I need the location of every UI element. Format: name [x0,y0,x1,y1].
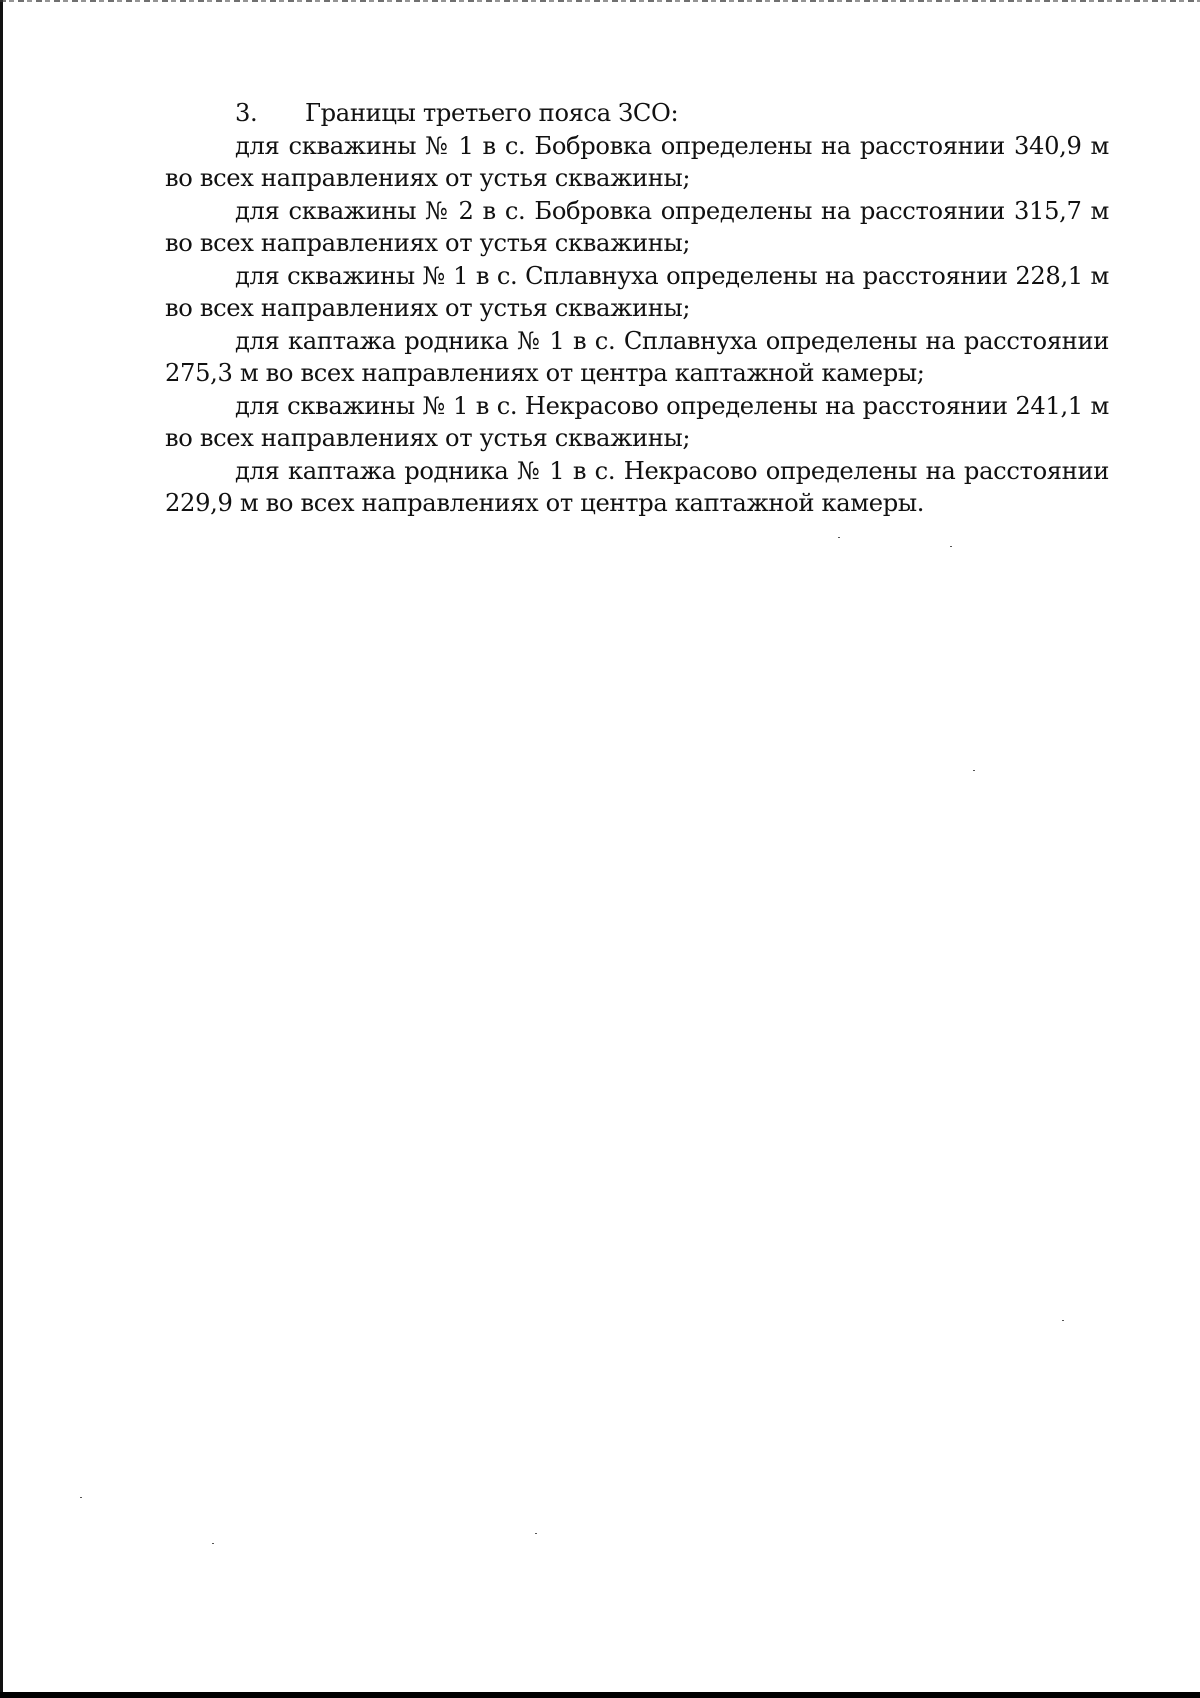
scan-speck [535,1533,537,1534]
section-number: 3. [235,99,258,127]
paragraph-splavnukha-well-1: для скважины № 1 в с. Сплавнуха определены на расстоянии 228,1 м во всех направлениях от устья скважины; [165,261,1109,322]
paragraph-nekrasovo-well-1: для скважины № 1 в с. Некрасово определены на расстоянии 241,1 м во всех направлениях от устья скважины; [165,391,1109,452]
scan-speck [838,537,840,538]
scan-top-edge [0,0,1200,2]
paragraph-bobrovka-well-1: для скважины № 1 в с. Бобровка определены на расстоянии 340,9 м во всех направлениях от устья скважины; [165,131,1109,192]
paragraph-bobrovka-well-2: для скважины № 2 в с. Бобровка определены на расстоянии 315,7 м во всех направлениях от устья скважины; [165,196,1109,257]
scan-speck [950,546,952,547]
scan-speck [212,1543,214,1544]
scan-speck [80,1497,82,1498]
paragraph-nekrasovo-spring-1: для каптажа родника № 1 в с. Некрасово определены на расстоянии 229,9 м во всех направлениях от центра каптажной камеры. [165,456,1109,517]
scan-speck [973,770,975,771]
section-title: Границы третьего пояса ЗСО: [305,99,679,127]
paragraph-splavnukha-spring-1: для каптажа родника № 1 в с. Сплавнуха определены на расстоянии 275,3 м во всех направлениях от центра каптажной камеры; [165,326,1109,387]
scan-speck [1062,1320,1064,1321]
scan-bottom-edge [0,1692,1200,1698]
document-page [165,97,1109,520]
section-heading [165,97,1109,130]
scan-left-edge [0,0,3,1698]
